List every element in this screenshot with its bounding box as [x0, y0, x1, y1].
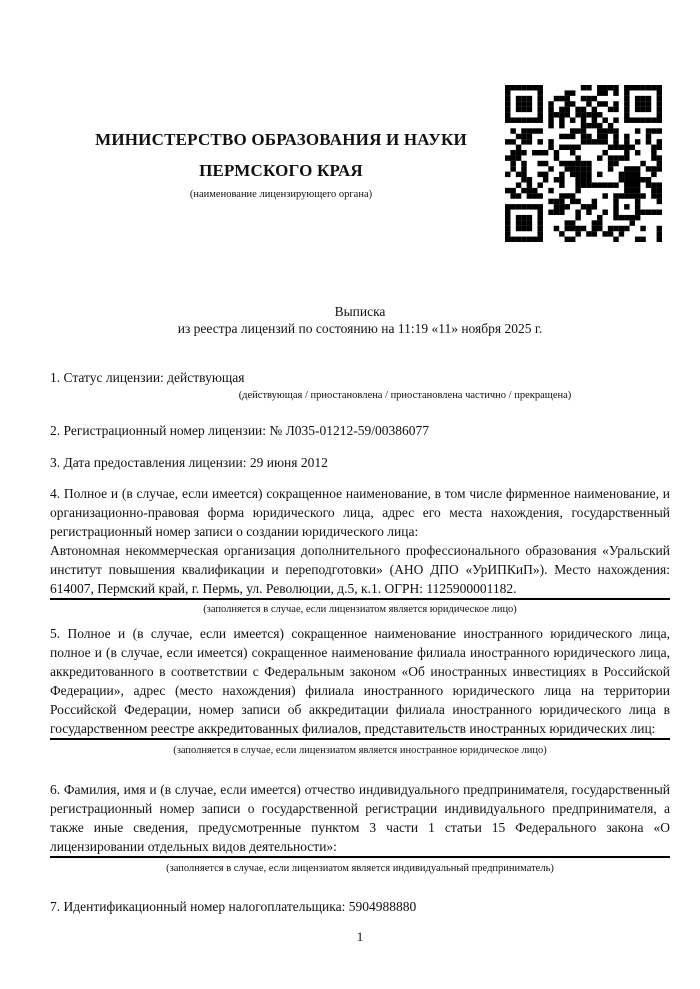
ministry-name-line1: МИНИСТЕРСТВО ОБРАЗОВАНИЯ И НАУКИ [95, 130, 467, 149]
item-1-footnote: (действующая / приостановлена / приостановлена частично / прекращена) [238, 390, 572, 401]
item-6-footnote: (заполняется в случае, если лицензиатом является индивидуальный предприниматель) [166, 863, 554, 874]
ministry-name-caption: (наименование лицензирующего органа) [189, 189, 373, 200]
item-4-value: Автономная некоммерческая организация дополнительного профессионального образования «Уральский институт повышения квалификации и переподготовки» (АНО ДПО «УрИПКиП»). Место нахождения: 614007, Пермский край, г. Пермь, ул. Революции, д.5, к.1. ОГРН: 1125900001182. [50, 541, 670, 600]
item-4-footnote: (заполняется в случае, если лицензиатом является юридическое лицо) [203, 604, 517, 615]
document-title-line1: Выписка [334, 304, 386, 319]
ministry-name-line2: ПЕРМСКОГО КРАЯ [199, 161, 363, 180]
qr-code-image [505, 85, 662, 242]
item-1-license-status: 1. Статус лицензии: действующая [50, 370, 245, 385]
ministry-name [50, 124, 512, 186]
issuing-authority-block [50, 124, 512, 201]
qr-code-icon [505, 85, 662, 242]
item-5-footnote: (заполняется в случае, если лицензиатом является иностранное юридическое лицо) [173, 745, 547, 756]
item-5-foreign-entity: 5. Полное и (в случае, если имеется) сокращенное наименование иностранного юридического лица, полное и (в случае, если имеется) сокращенное наименование филиала иностранного юридического лица, аккредитованного в соответствии с Федеральным законом «Об иностранных инвестициях в Российской Федерации», адрес (место нахождения) филиала иностранного юридического лица на территории Российской Федерации, номер записи об аккредитации филиала иностранного юридического лица в государственном реестре аккредитованных филиалов, представительств иностранных юридических лиц: [50, 624, 670, 740]
document-title [50, 303, 670, 337]
item-4-legal-entity [50, 484, 670, 600]
item-6-individual-entrepreneur: 6. Фамилия, имя и (в случае, если имеется) отчество индивидуального предпринимателя, государственный регистрационный номер записи о государственной регистрации индивидуального предпринимателя, а также иные сведения, предусмотренные пунктом 3 части 1 статьи 15 Федерального закона «О лицензировании отдельных видов деятельности»: [50, 780, 670, 858]
document-title-line2: из реестра лицензий по состоянию на 11:19 «11» ноября 2025 г. [177, 321, 543, 336]
document-header [50, 0, 670, 245]
item-2-registration-number: 2. Регистрационный номер лицензии: № Л035-01212-59/00386077 [50, 423, 430, 438]
item-4-label: 4. Полное и (в случае, если имеется) сокращенное наименование, в том числе фирменное наименование, и организационно-правовая форма юридического лица, адрес его места нахождения, государственный регистрационный номер записи о создании юридического лица: [50, 486, 670, 539]
item-7-taxpayer-number: 7. Идентификационный номер налогоплательщика: 5904988880 [50, 899, 417, 914]
item-3-grant-date: 3. Дата предоставления лицензии: 29 июня 2012 [50, 455, 328, 470]
page-number: 1 [356, 929, 364, 944]
